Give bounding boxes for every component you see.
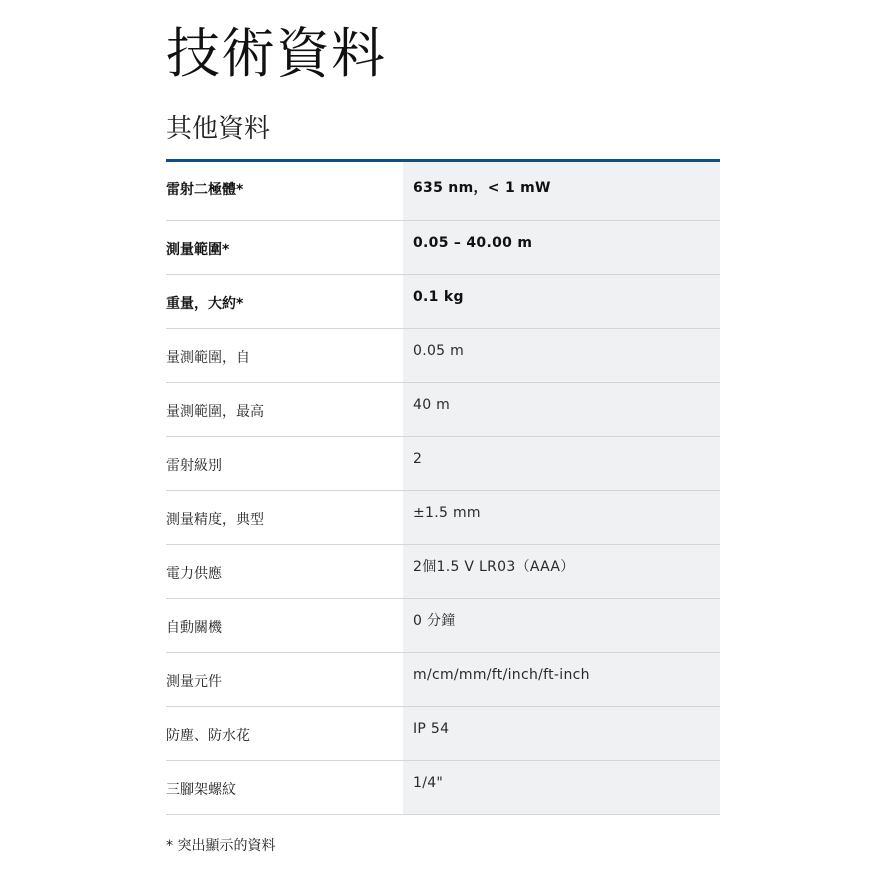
spec-value: 40 m (403, 383, 720, 436)
spec-row (166, 437, 720, 491)
spec-value: 0 分鐘 (403, 599, 720, 652)
spec-value: IP 54 (403, 707, 720, 760)
spec-label: 測量精度，典型 (166, 512, 264, 528)
spec-row (166, 221, 720, 275)
spec-row (166, 545, 720, 599)
spec-label: 測量元件 (166, 674, 222, 690)
spec-label: 雷射二極體* (166, 182, 244, 198)
spec-value: 0.05 – 40.00 m (403, 221, 720, 274)
spec-row (166, 599, 720, 653)
spec-value: 2 (403, 437, 720, 490)
spec-label: 量測範圍，最高 (166, 404, 264, 420)
spec-label: 三腳架螺紋 (166, 782, 236, 798)
spec-value: 1/4" (403, 761, 720, 814)
spec-label: 電力供應 (166, 566, 222, 582)
spec-label: 測量範圍* (166, 242, 230, 258)
spec-label: 重量，大約* (166, 296, 244, 312)
spec-value: ±1.5 mm (403, 491, 720, 544)
spec-value: m/cm/mm/ft/inch/ft-inch (403, 653, 720, 706)
spec-label: 量測範圍，自 (166, 350, 250, 366)
spec-row (166, 491, 720, 545)
spec-label: 雷射級別 (166, 458, 222, 474)
spec-row (166, 329, 720, 383)
spec-row (166, 383, 720, 437)
page-title: 技術資料 (166, 22, 386, 85)
spec-row (166, 761, 720, 815)
spec-row (166, 275, 720, 329)
spec-table (166, 159, 720, 815)
spec-value: 635 nm，< 1 mW (403, 162, 720, 220)
spec-label: 防塵、防水花 (166, 728, 250, 744)
spec-label: 自動關機 (166, 620, 222, 636)
spec-value: 2個1.5 V LR03（AAA） (403, 545, 720, 598)
spec-row (166, 653, 720, 707)
section-title: 其他資料 (166, 114, 271, 144)
spec-row (166, 162, 720, 221)
spec-row (166, 707, 720, 761)
spec-value: 0.1 kg (403, 275, 720, 328)
spec-value: 0.05 m (403, 329, 720, 382)
footnote: * 突出顯示的資料 (166, 838, 276, 854)
